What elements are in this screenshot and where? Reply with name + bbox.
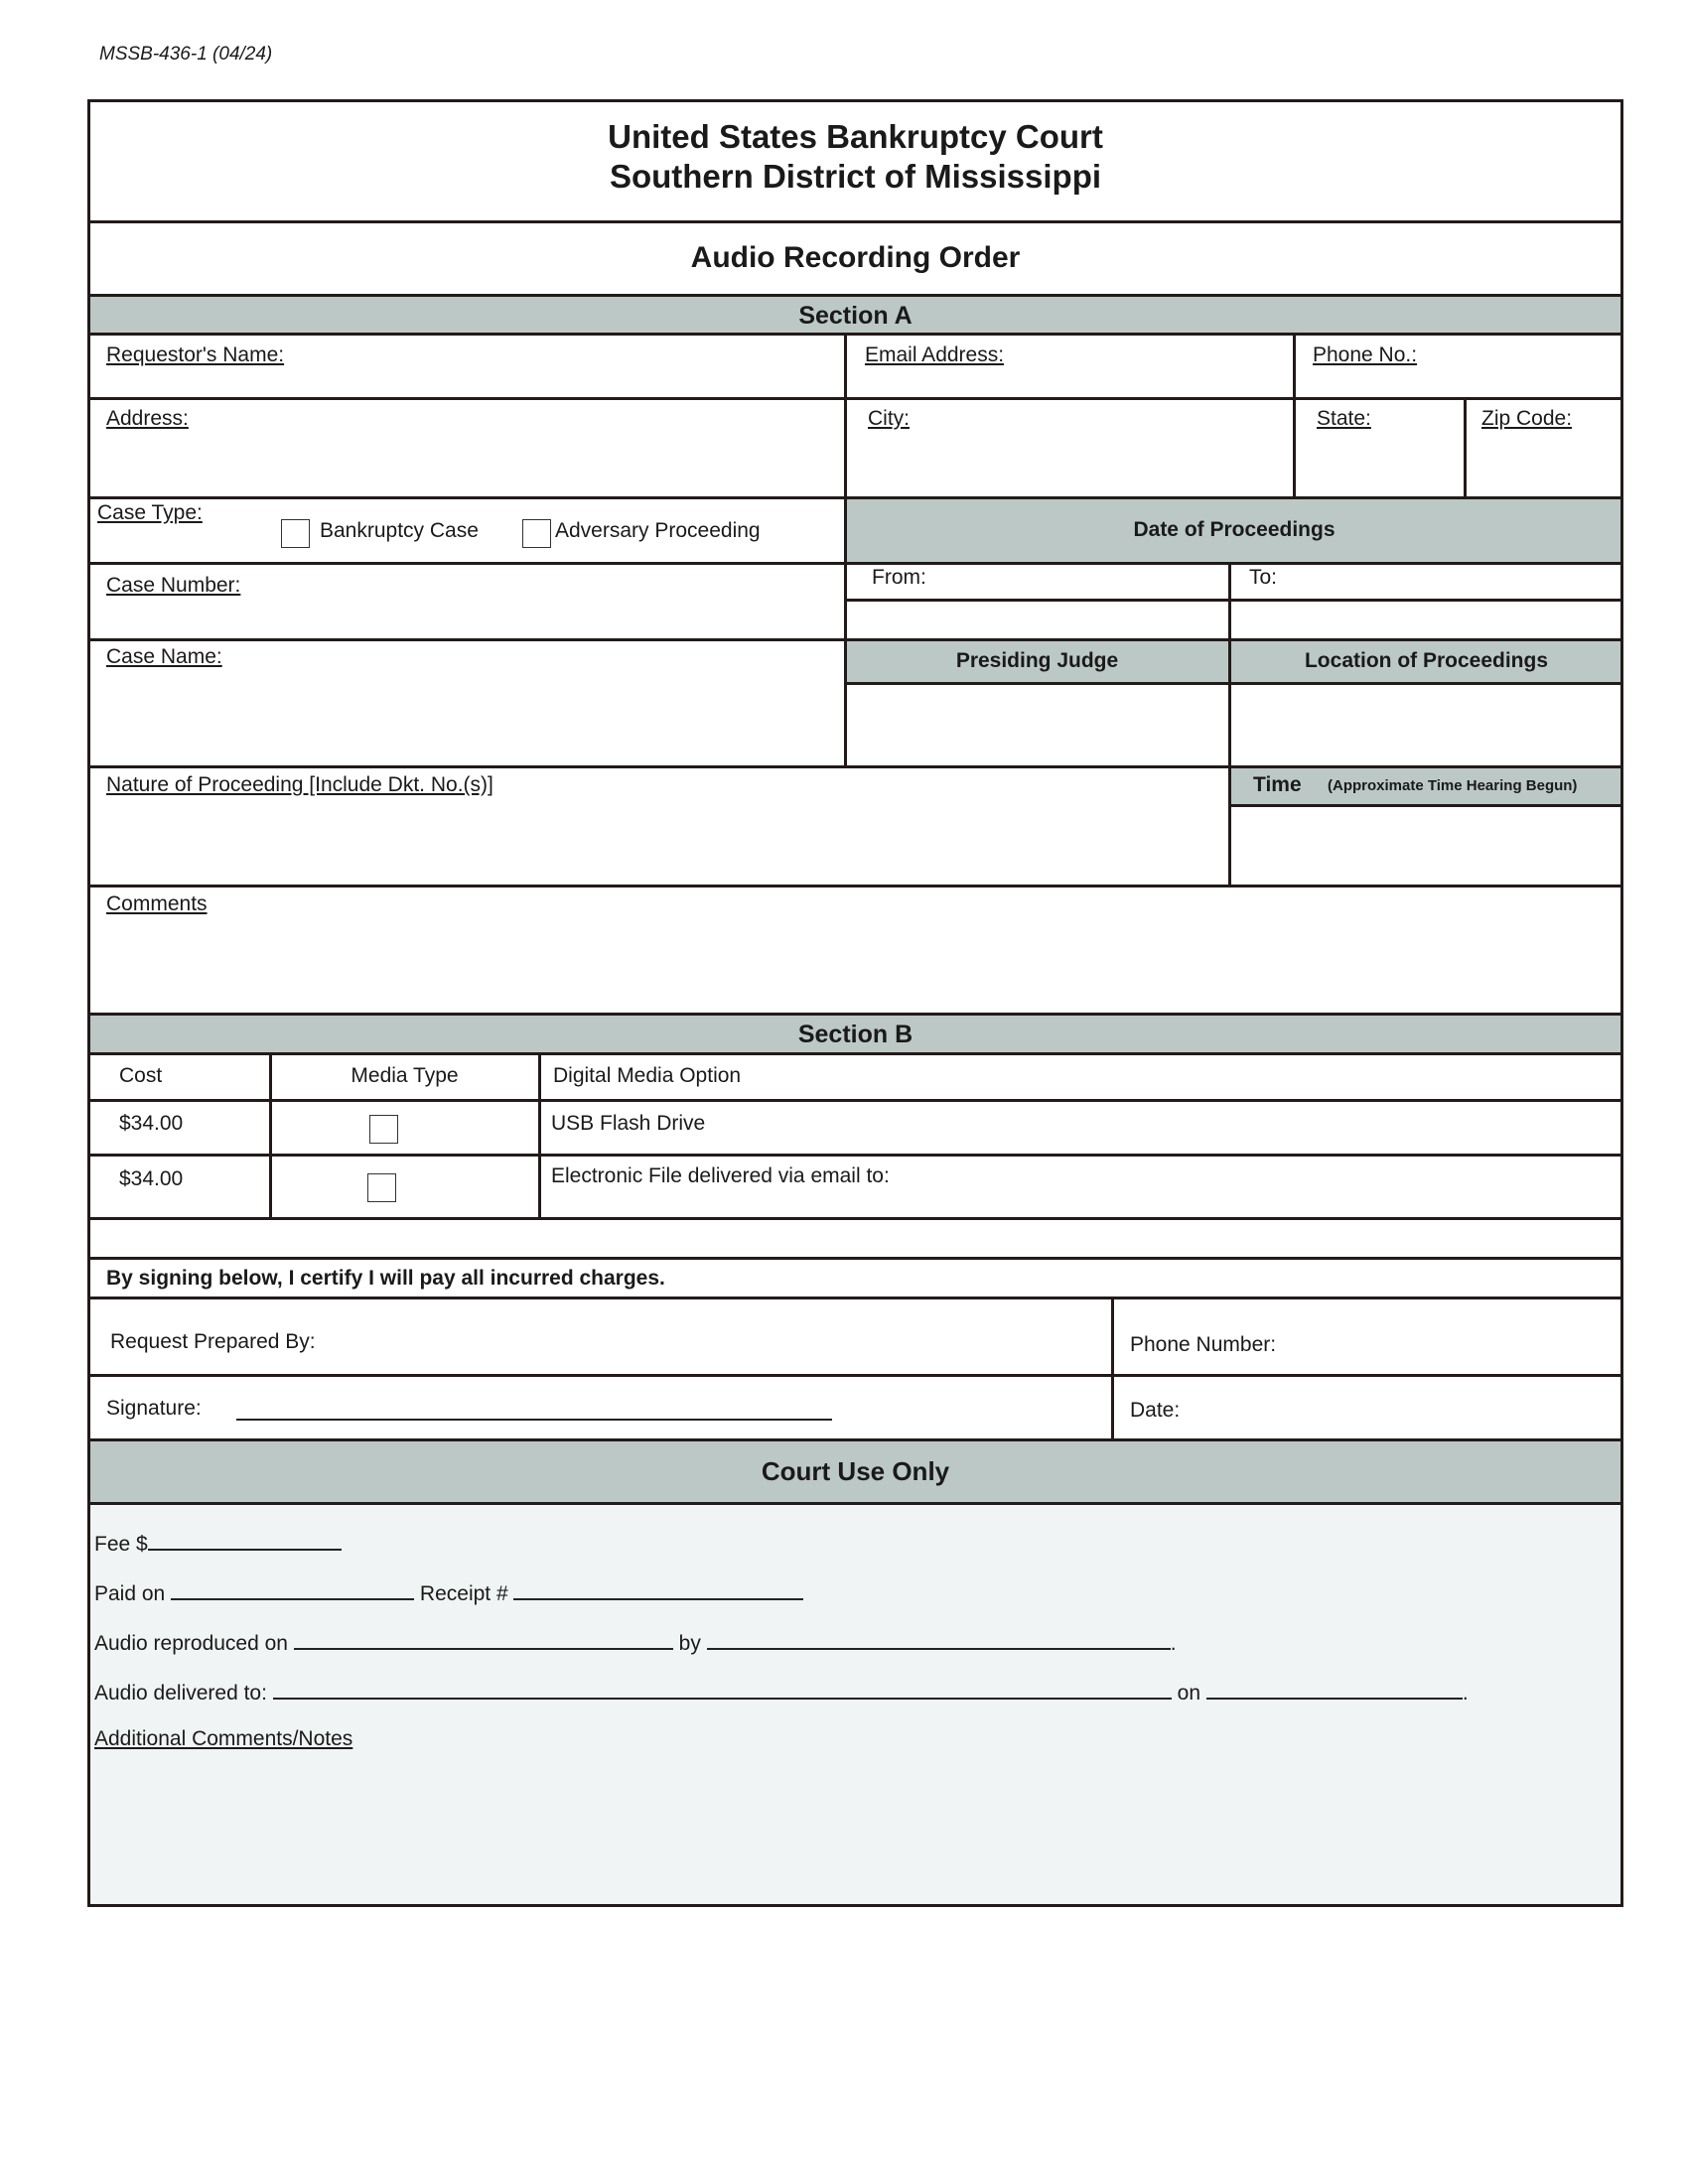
- fee-row: [94, 1529, 342, 1557]
- cost-header: Cost: [119, 1064, 163, 1087]
- address-label: Address:: [106, 407, 189, 430]
- bankruptcy-case-label: Bankruptcy Case: [320, 519, 479, 542]
- fee-label: Fee $: [94, 1533, 148, 1556]
- phone-label: Phone No.:: [1313, 343, 1418, 366]
- adversary-proceeding-label: Adversary Proceeding: [555, 519, 761, 542]
- additional-notes-label: Additional Comments/Notes: [94, 1727, 353, 1750]
- paid-row: [94, 1578, 803, 1606]
- date-label: Date:: [1130, 1399, 1181, 1422]
- email-file-cost: $34.00: [119, 1167, 184, 1190]
- email-option-label: Electronic File delivered via email to:: [551, 1164, 890, 1187]
- media-type-header: Media Type: [351, 1064, 459, 1087]
- to-label: To:: [1249, 566, 1278, 589]
- reproduced-on-label: Audio reproduced on: [94, 1632, 288, 1655]
- certify-statement: By signing below, I certify I will pay all incurred charges.: [106, 1267, 665, 1290]
- email-label: Email Address:: [865, 343, 1005, 366]
- section-a-title: Section A: [798, 302, 913, 330]
- reproduced-row: Audio reproduced on by .: [94, 1628, 1177, 1656]
- court-name-line2: Southern District of Mississippi: [609, 158, 1102, 195]
- on-label: on: [1177, 1682, 1200, 1705]
- time-header: Time: [1253, 773, 1302, 796]
- bankruptcy-case-checkbox[interactable]: [281, 519, 310, 548]
- from-label: From:: [872, 566, 926, 589]
- city-label: City:: [868, 407, 910, 430]
- delivered-to-line[interactable]: [273, 1678, 1172, 1700]
- usb-option-label: USB Flash Drive: [551, 1112, 706, 1135]
- form-title: Audio Recording Order: [690, 241, 1021, 274]
- comments-label: Comments: [106, 892, 208, 915]
- requestor-name-label: Requestor's Name:: [106, 343, 285, 366]
- electronic-file-checkbox[interactable]: [367, 1173, 396, 1202]
- phone-number-label: Phone Number:: [1130, 1333, 1277, 1356]
- section-b-title: Section B: [797, 1021, 914, 1048]
- nature-of-proceeding-label: Nature of Proceeding [Include Dkt. No.(s)]: [106, 773, 493, 796]
- form-code: MSSB-436-1 (04/24): [99, 44, 273, 65]
- court-name: [87, 117, 1623, 197]
- time-note: (Approximate Time Hearing Begun): [1328, 777, 1578, 794]
- request-prepared-by-label: Request Prepared By:: [110, 1330, 316, 1353]
- delivered-to-label: Audio delivered to:: [94, 1682, 267, 1705]
- by-label: by: [678, 1632, 701, 1655]
- court-name-line1: United States Bankruptcy Court: [608, 118, 1103, 155]
- case-number-label: Case Number:: [106, 574, 241, 597]
- delivered-row: Audio delivered to: on .: [94, 1678, 1469, 1706]
- signature-line[interactable]: [236, 1419, 832, 1421]
- paid-on-label: Paid on: [94, 1582, 166, 1605]
- adversary-proceeding-checkbox[interactable]: [522, 519, 551, 548]
- court-use-title: Court Use Only: [761, 1456, 950, 1486]
- zip-label: Zip Code:: [1481, 407, 1573, 430]
- receipt-label: Receipt #: [419, 1582, 508, 1605]
- delivered-on-line[interactable]: [1206, 1678, 1463, 1700]
- digital-media-option-header: Digital Media Option: [553, 1064, 742, 1087]
- usb-cost: $34.00: [119, 1112, 184, 1135]
- usb-flash-drive-checkbox[interactable]: [369, 1115, 398, 1144]
- state-label: State:: [1317, 407, 1371, 430]
- case-type-label: Case Type:: [97, 501, 203, 524]
- fee-line[interactable]: [148, 1529, 342, 1551]
- presiding-judge-header: Presiding Judge: [955, 649, 1119, 672]
- paid-on-line[interactable]: [171, 1578, 414, 1600]
- location-header: Location of Proceedings: [1304, 649, 1549, 672]
- signature-label: Signature:: [106, 1397, 202, 1420]
- case-name-label: Case Name:: [106, 645, 222, 668]
- reproduced-by-line[interactable]: [707, 1628, 1171, 1650]
- reproduced-on-line[interactable]: [294, 1628, 673, 1650]
- date-of-proceedings-header: Date of Proceedings: [1133, 518, 1336, 541]
- receipt-line[interactable]: [513, 1578, 803, 1600]
